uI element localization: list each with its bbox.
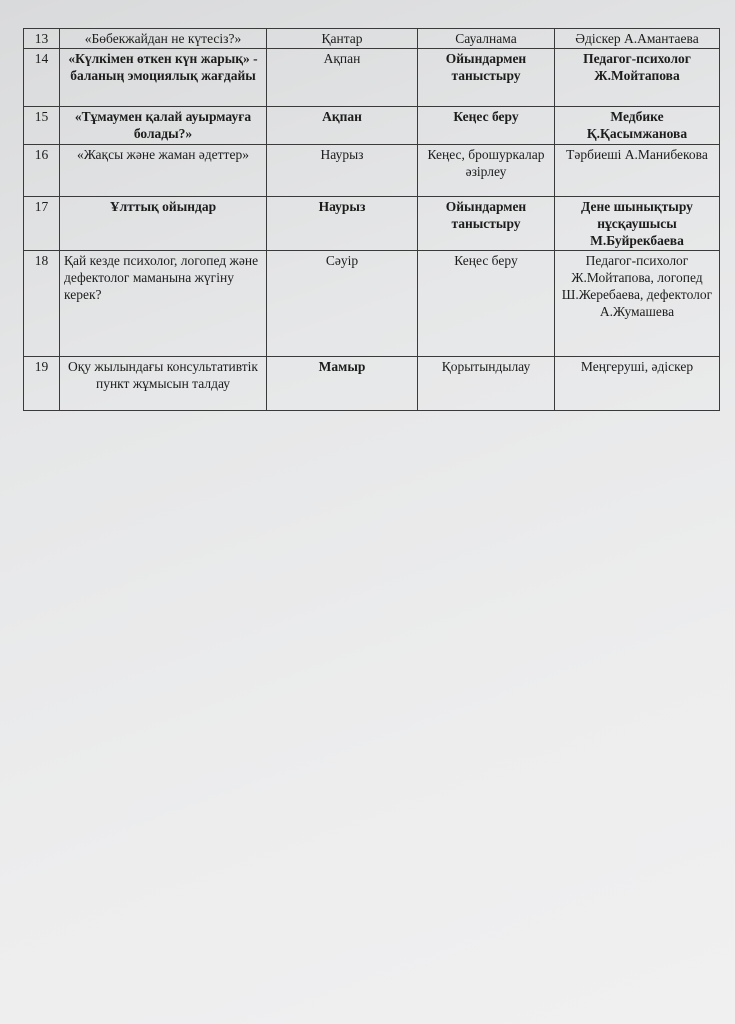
month-cell: Наурыз bbox=[267, 145, 418, 197]
topic-cell: «Күлкімен өткен күн жарық» - баланың эмоциялық жағдайы bbox=[60, 49, 267, 107]
responsible-cell: Дене шынықтыру нұсқаушысы М.Буйрекбаева bbox=[555, 197, 720, 251]
responsible-cell: Тәрбиеші А.Манибекова bbox=[555, 145, 720, 197]
month-cell: Қантар bbox=[267, 29, 418, 49]
row-number: 15 bbox=[24, 107, 60, 145]
topic-cell: Қай кезде психолог, логопед және дефектолог маманына жүгіну керек? bbox=[60, 251, 267, 357]
month-cell: Сәуір bbox=[267, 251, 418, 357]
table-row bbox=[24, 251, 720, 357]
month-cell: Наурыз bbox=[267, 197, 418, 251]
table-row bbox=[24, 107, 720, 145]
form-cell: Ойындармен таныстыру bbox=[418, 49, 555, 107]
row-number: 19 bbox=[24, 357, 60, 411]
table-row bbox=[24, 357, 720, 411]
table-row bbox=[24, 197, 720, 251]
consultation-plan-table bbox=[23, 28, 720, 411]
form-cell: Ойындармен таныстыру bbox=[418, 197, 555, 251]
responsible-cell: Педагог-психолог Ж.Мойтапова bbox=[555, 49, 720, 107]
table-row bbox=[24, 49, 720, 107]
topic-cell: Ұлттық ойындар bbox=[60, 197, 267, 251]
form-cell: Кеңес, брошуркалар әзірлеу bbox=[418, 145, 555, 197]
row-number: 18 bbox=[24, 251, 60, 357]
form-cell: Кеңес беру bbox=[418, 251, 555, 357]
month-cell: Ақпан bbox=[267, 49, 418, 107]
responsible-cell: Әдіскер А.Амантаева bbox=[555, 29, 720, 49]
topic-cell: Оқу жылындағы консультативтік пункт жұмысын талдау bbox=[60, 357, 267, 411]
responsible-cell: Меңгеруші, әдіскер bbox=[555, 357, 720, 411]
table-row bbox=[24, 29, 720, 49]
form-cell: Қорытындылау bbox=[418, 357, 555, 411]
form-cell: Сауалнама bbox=[418, 29, 555, 49]
topic-cell: «Тұмаумен қалай ауырмауға болады?» bbox=[60, 107, 267, 145]
topic-cell: «Жақсы және жаман әдеттер» bbox=[60, 145, 267, 197]
month-cell: Мамыр bbox=[267, 357, 418, 411]
row-number: 17 bbox=[24, 197, 60, 251]
responsible-cell: Медбике Қ.Қасымжанова bbox=[555, 107, 720, 145]
row-number: 13 bbox=[24, 29, 60, 49]
row-number: 16 bbox=[24, 145, 60, 197]
topic-cell: «Бөбекжайдан не күтесіз?» bbox=[60, 29, 267, 49]
table-row bbox=[24, 145, 720, 197]
responsible-cell: Педагог-психолог Ж.Мойтапова, логопед Ш.Жеребаева, дефектолог А.Жумашева bbox=[555, 251, 720, 357]
row-number: 14 bbox=[24, 49, 60, 107]
form-cell: Кеңес беру bbox=[418, 107, 555, 145]
month-cell: Ақпан bbox=[267, 107, 418, 145]
